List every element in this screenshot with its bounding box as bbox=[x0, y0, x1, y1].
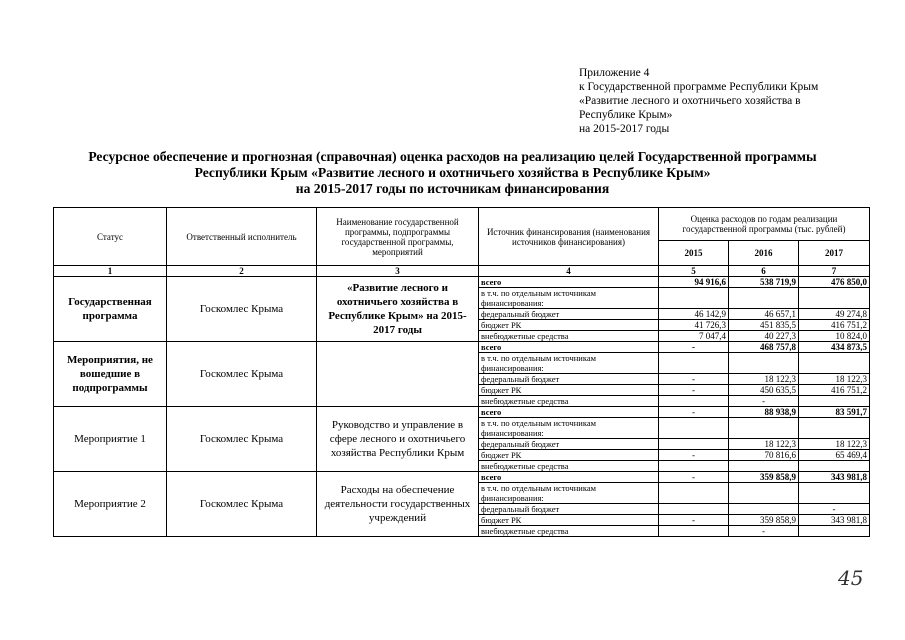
section-executor: Госкомлес Крыма bbox=[167, 342, 317, 407]
section-executor: Госкомлес Крыма bbox=[167, 472, 317, 537]
source-cell: внебюджетные средства bbox=[479, 396, 659, 407]
value-2016: 538 719,9 bbox=[729, 277, 799, 288]
value-2015 bbox=[659, 504, 729, 515]
source-cell: в т.ч. по отдельным источникам финансирования: bbox=[479, 483, 659, 504]
value-2017: 83 591,7 bbox=[799, 407, 870, 418]
header-year-2015: 2015 bbox=[659, 241, 729, 266]
source-cell: федеральный бюджет bbox=[479, 309, 659, 320]
source-cell: бюджет РК bbox=[479, 515, 659, 526]
value-2017: 10 824,0 bbox=[799, 331, 870, 342]
column-number-row bbox=[54, 266, 870, 277]
header-status: Статус bbox=[54, 208, 167, 266]
table-row bbox=[54, 407, 870, 418]
value-2015: - bbox=[659, 450, 729, 461]
value-2017: 18 122,3 bbox=[799, 439, 870, 450]
section-status: Государственная программа bbox=[54, 277, 167, 342]
source-cell: внебюджетные средства bbox=[479, 461, 659, 472]
source-cell: всего bbox=[479, 407, 659, 418]
value-2016: - bbox=[729, 396, 799, 407]
value-2015: 41 726,3 bbox=[659, 320, 729, 331]
financing-table bbox=[53, 207, 870, 537]
value-2017: 416 751,2 bbox=[799, 385, 870, 396]
value-2017: 65 469,4 bbox=[799, 450, 870, 461]
value-2015: - bbox=[659, 374, 729, 385]
column-number: 7 bbox=[799, 266, 870, 277]
value-2015: - bbox=[659, 342, 729, 353]
value-2016 bbox=[729, 483, 799, 504]
value-2016: 18 122,3 bbox=[729, 439, 799, 450]
source-cell: внебюджетные средства bbox=[479, 526, 659, 537]
value-2017: 476 850,0 bbox=[799, 277, 870, 288]
value-2017 bbox=[799, 353, 870, 374]
source-cell: в т.ч. по отдельным источникам финансирования: bbox=[479, 353, 659, 374]
value-2017 bbox=[799, 483, 870, 504]
column-number: 6 bbox=[729, 266, 799, 277]
section-status: Мероприятия, не вошедшие в подпрограммы bbox=[54, 342, 167, 407]
header-source: Источник финансирования (наименования источников финансирования) bbox=[479, 208, 659, 266]
value-2015 bbox=[659, 439, 729, 450]
table-row bbox=[54, 472, 870, 483]
value-2016 bbox=[729, 461, 799, 472]
section-name bbox=[317, 342, 479, 407]
value-2017 bbox=[799, 461, 870, 472]
header-executor: Ответственный исполнитель bbox=[167, 208, 317, 266]
value-2016: 359 858,9 bbox=[729, 472, 799, 483]
source-cell: бюджет РК bbox=[479, 320, 659, 331]
source-cell: всего bbox=[479, 277, 659, 288]
header-name: Наименование государственной программы, подпрограммы государственной программы, мероприятий bbox=[317, 208, 479, 266]
value-2015: 94 916,6 bbox=[659, 277, 729, 288]
value-2016 bbox=[729, 353, 799, 374]
source-cell: всего bbox=[479, 472, 659, 483]
value-2017: 343 981,8 bbox=[799, 472, 870, 483]
appendix-line: Приложение 4 bbox=[579, 67, 650, 79]
value-2017 bbox=[799, 396, 870, 407]
value-2015: - bbox=[659, 515, 729, 526]
title-line: на 2015-2017 годы по источникам финансирования bbox=[295, 181, 610, 196]
value-2015 bbox=[659, 461, 729, 472]
value-2016: 359 858,9 bbox=[729, 515, 799, 526]
value-2017: 18 122,3 bbox=[799, 374, 870, 385]
value-2017: - bbox=[799, 504, 870, 515]
source-cell: федеральный бюджет bbox=[479, 504, 659, 515]
value-2015 bbox=[659, 288, 729, 309]
value-2015: - bbox=[659, 407, 729, 418]
section-name: Расходы на обеспечение деятельности государственных учреждений bbox=[317, 472, 479, 537]
value-2017: 434 873,5 bbox=[799, 342, 870, 353]
value-2016 bbox=[729, 288, 799, 309]
column-number: 3 bbox=[317, 266, 479, 277]
value-2016: 18 122,3 bbox=[729, 374, 799, 385]
value-2016: 468 757,8 bbox=[729, 342, 799, 353]
value-2017: 343 981,8 bbox=[799, 515, 870, 526]
value-2016 bbox=[729, 418, 799, 439]
section-status: Мероприятие 1 bbox=[54, 407, 167, 472]
value-2017: 49 274,8 bbox=[799, 309, 870, 320]
value-2017 bbox=[799, 526, 870, 537]
source-cell: бюджет РК bbox=[479, 385, 659, 396]
value-2015: 7 047,4 bbox=[659, 331, 729, 342]
value-2016: 88 938,9 bbox=[729, 407, 799, 418]
title-line: Ресурсное обеспечение и прогнозная (справочная) оценка расходов на реализацию целей Государственной программы bbox=[88, 149, 817, 164]
column-number: 1 bbox=[54, 266, 167, 277]
value-2016: - bbox=[729, 526, 799, 537]
section-executor: Госкомлес Крыма bbox=[167, 277, 317, 342]
section-name: Руководство и управление в сфере лесного и охотничьего хозяйства Республики Крым bbox=[317, 407, 479, 472]
value-2015 bbox=[659, 396, 729, 407]
value-2015 bbox=[659, 353, 729, 374]
source-cell: в т.ч. по отдельным источникам финансирования: bbox=[479, 418, 659, 439]
value-2015 bbox=[659, 526, 729, 537]
title-line: Республики Крым «Развитие лесного и охотничьего хозяйства в Республике Крым» bbox=[194, 165, 711, 180]
table-row bbox=[54, 342, 870, 353]
column-number: 2 bbox=[167, 266, 317, 277]
header-year-2016: 2016 bbox=[729, 241, 799, 266]
source-cell: федеральный бюджет bbox=[479, 374, 659, 385]
appendix-note bbox=[579, 66, 879, 136]
column-number: 4 bbox=[479, 266, 659, 277]
source-cell: всего bbox=[479, 342, 659, 353]
source-cell: внебюджетные средства bbox=[479, 331, 659, 342]
value-2016: 46 657,1 bbox=[729, 309, 799, 320]
column-number: 5 bbox=[659, 266, 729, 277]
value-2016: 451 835,5 bbox=[729, 320, 799, 331]
source-cell: бюджет РК bbox=[479, 450, 659, 461]
value-2016: 70 816,6 bbox=[729, 450, 799, 461]
handwritten-page-number: 45 bbox=[838, 566, 864, 590]
value-2016: 40 227,3 bbox=[729, 331, 799, 342]
section-executor: Госкомлес Крыма bbox=[167, 407, 317, 472]
table-row bbox=[54, 277, 870, 288]
source-cell: в т.ч. по отдельным источникам финансирования: bbox=[479, 288, 659, 309]
appendix-line: Республике Крым» bbox=[579, 109, 673, 121]
value-2016: 450 635,5 bbox=[729, 385, 799, 396]
section-name: «Развитие лесного и охотничьего хозяйства в Республике Крым» на 2015-2017 годы bbox=[317, 277, 479, 342]
value-2017 bbox=[799, 288, 870, 309]
appendix-line: на 2015-2017 годы bbox=[579, 123, 670, 135]
source-cell: федеральный бюджет bbox=[479, 439, 659, 450]
value-2015: 46 142,9 bbox=[659, 309, 729, 320]
header-year-2017: 2017 bbox=[799, 241, 870, 266]
value-2017: 416 751,2 bbox=[799, 320, 870, 331]
appendix-line: «Развитие лесного и охотничьего хозяйства в bbox=[579, 95, 801, 107]
section-status: Мероприятие 2 bbox=[54, 472, 167, 537]
document-title bbox=[20, 149, 885, 197]
value-2015 bbox=[659, 483, 729, 504]
value-2015: - bbox=[659, 472, 729, 483]
header-estimate: Оценка расходов по годам реализации государственной программы (тыс. рублей) bbox=[659, 208, 870, 241]
value-2016 bbox=[729, 504, 799, 515]
appendix-line: к Государственной программе Республики Крым bbox=[579, 81, 819, 93]
value-2015 bbox=[659, 418, 729, 439]
value-2015: - bbox=[659, 385, 729, 396]
value-2017 bbox=[799, 418, 870, 439]
